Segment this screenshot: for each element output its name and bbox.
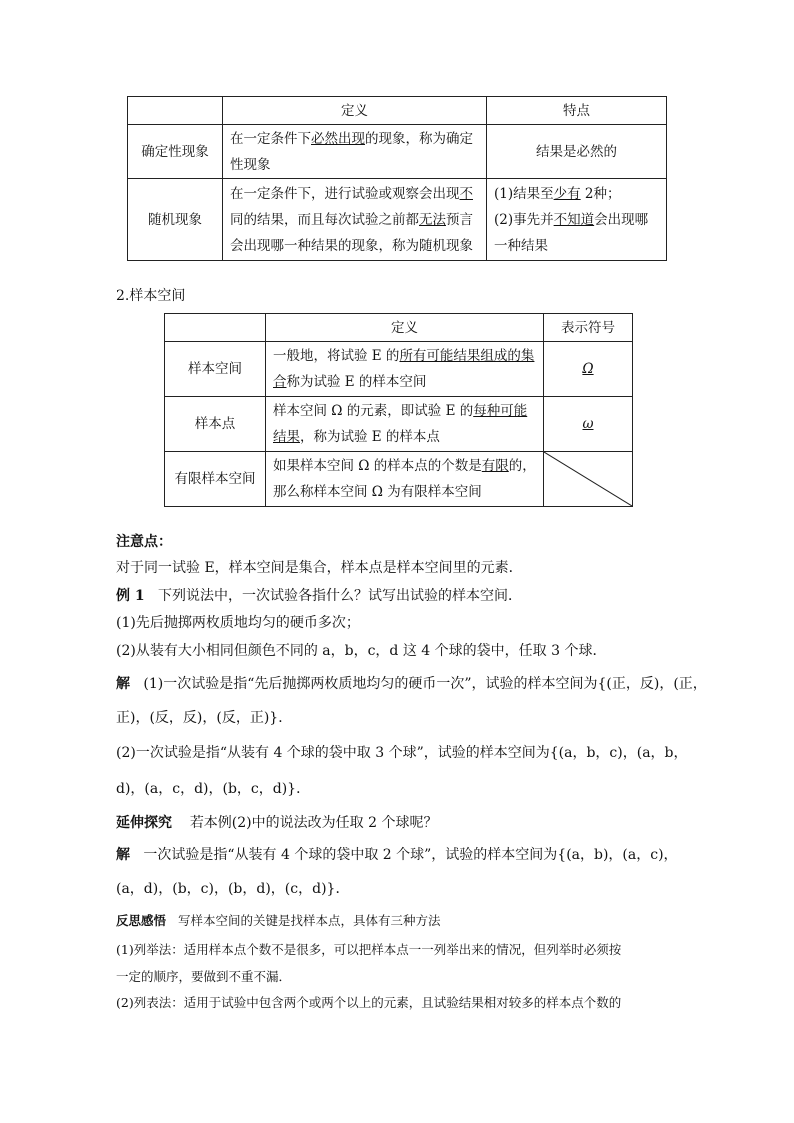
omega-lower-symbol: ω (582, 416, 594, 432)
extension-question: 延伸探究 若本例(2)中的说法改为任取 2 个球呢？ (116, 815, 438, 831)
reflection-method-1b: 一定的顺序，要做到不重不漏． (116, 969, 292, 984)
example-solution-1a: 解 (1)一次试验是指“先后抛掷两枚质地均匀的硬币一次”，试验的样本空间为{(正，反)，(正， (116, 676, 707, 692)
extension-solution-a: 解 一次试验是指“从装有 4 个球的袋中取 2 个球”，试验的样本空间为{(a，b)，(a，c)， (116, 847, 678, 863)
example-question: 例 1 下列说法中，一次试验各指什么？试写出试验的样本空间． (116, 588, 522, 604)
example-solution-2b: d)，(a，c，d)，(b，c，d)}． (116, 781, 311, 797)
extension-solution-b: (a，d)，(b，c)，(b，d)，(c，d)}． (116, 881, 350, 897)
table2-header-definition: 定义 (266, 314, 544, 342)
row-finite-space-symbol-empty (544, 452, 633, 507)
row-random-name: 随机现象 (128, 179, 223, 261)
row-sample-point-definition: 样本空间 Ω 的元素，即试验 E 的每种可能结果，称为试验 E 的样本点 (266, 397, 544, 452)
reflection-method-2a: (2)列表法：适用于试验中包含两个或两个以上的元素，且试验结果相对较多的样本点个数的 (116, 995, 622, 1010)
diagonal-slash-icon (544, 452, 632, 506)
example-q2: (2)从装有大小相同但颜色不同的 a，b，c，d 这 4 个球的袋中，任取 3 个球． (116, 643, 607, 659)
table1-header-definition: 定义 (223, 97, 487, 125)
reflection-label: 反思感悟 (116, 913, 167, 928)
example-solution-1b: 正)，(反，反)，(反，正)}． (116, 710, 293, 726)
row-sample-space-definition: 一般地，将试验 E 的所有可能结果组成的集合称为试验 E 的样本空间 (266, 342, 544, 397)
row-sample-space-name: 样本空间 (165, 342, 266, 397)
omega-upper-symbol: Ω (582, 361, 594, 377)
row-deterministic-feature: 结果是必然的 (487, 125, 667, 179)
row-deterministic-name: 确定性现象 (128, 125, 223, 179)
notes-title: 注意点： (116, 534, 172, 550)
row-random-definition: 在一定条件下，进行试验或观察会出现不同的结果，而且每次试验之前都无法预言会出现哪一种结果的现象，称为随机现象 (223, 179, 487, 261)
example-solution-2a: (2)一次试验是指“从装有 4 个球的袋中取 3 个球”，试验的样本空间为{(a，b，c)，(a，b， (116, 745, 688, 761)
reflection-intro: 反思感悟 写样本空间的关键是找样本点，具体有三种方法 (116, 913, 441, 928)
row-deterministic-definition: 在一定条件下必然出现的现象，称为确定性现象 (223, 125, 487, 179)
sample-space-table (164, 313, 633, 507)
table2-header-symbol: 表示符号 (544, 314, 633, 342)
row-finite-space-name: 有限样本空间 (165, 452, 266, 507)
solution-label: 解 (116, 676, 130, 692)
example-label: 例 1 (116, 588, 145, 604)
row-finite-space-definition: 如果样本空间 Ω 的样本点的个数是有限的，那么称样本空间 Ω 为有限样本空间 (266, 452, 544, 507)
reflection-method-1a: (1)列举法：适用样本点个数不是很多，可以把样本点一一列举出来的情况，但列举时必须按 (116, 942, 622, 957)
phenomena-table (127, 96, 667, 261)
example-q1: (1)先后抛掷两枚质地均匀的硬币多次； (116, 615, 360, 631)
section-title-sample-space: 2.样本空间 (116, 288, 186, 304)
row-sample-point-symbol (544, 397, 633, 452)
table1-header-blank (128, 97, 223, 125)
table2-header-blank (165, 314, 266, 342)
row-sample-point-name: 样本点 (165, 397, 266, 452)
notes-text: 对于同一试验 E，样本空间是集合，样本点是样本空间里的元素． (116, 560, 523, 576)
table1-header-feature: 特点 (487, 97, 667, 125)
extension-label: 延伸探究 (116, 815, 172, 831)
extension-solution-label: 解 (116, 847, 130, 863)
row-random-feature: (1)结果至少有 2种； (2)事先并不知道会出现哪一种结果 (487, 179, 667, 261)
row-sample-space-symbol (544, 342, 633, 397)
